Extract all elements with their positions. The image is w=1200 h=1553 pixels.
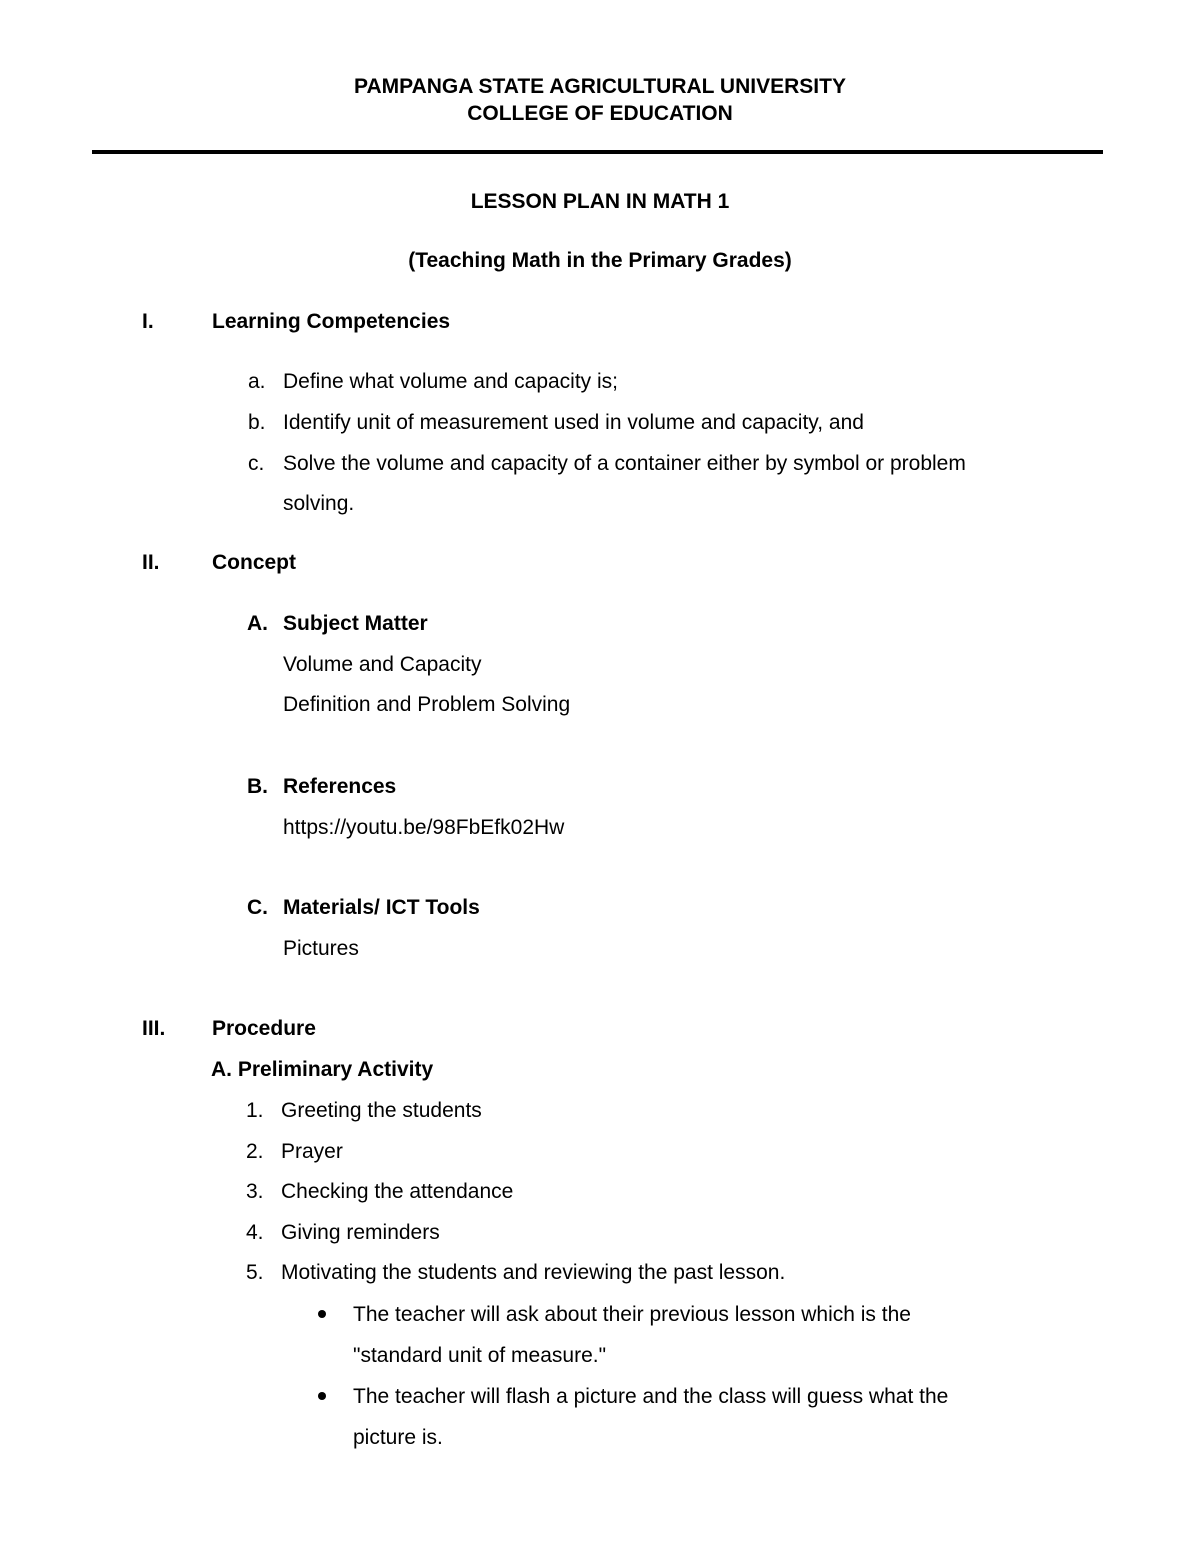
header-divider xyxy=(92,150,1103,154)
reference-link: https://youtu.be/98FbEfk02Hw xyxy=(283,816,565,839)
step-marker: 3. xyxy=(246,1180,264,1203)
list-marker: a. xyxy=(248,370,266,393)
step-item: Checking the attendance xyxy=(281,1180,514,1203)
list-marker: b. xyxy=(248,411,266,434)
document-subtitle: (Teaching Math in the Primary Grades) xyxy=(408,249,792,272)
subject-matter-line: Definition and Problem Solving xyxy=(283,693,571,716)
section-heading: Procedure xyxy=(212,1017,316,1040)
materials-line: Pictures xyxy=(283,937,359,960)
list-item-continuation: solving. xyxy=(283,492,355,515)
subsection-heading: A. Preliminary Activity xyxy=(211,1058,434,1081)
bullet-icon xyxy=(318,1392,326,1400)
step-marker: 4. xyxy=(246,1221,264,1244)
list-item: Define what volume and capacity is; xyxy=(283,370,619,393)
section-heading: Concept xyxy=(212,551,296,574)
subject-matter-line: Volume and Capacity xyxy=(283,653,482,676)
step-marker: 2. xyxy=(246,1140,264,1163)
subsection-heading: References xyxy=(283,775,397,798)
bullet-item-continuation: picture is. xyxy=(353,1426,443,1449)
bullet-item: The teacher will ask about their previous lesson which is the xyxy=(353,1303,911,1326)
section-numeral: III. xyxy=(142,1017,166,1040)
list-marker: c. xyxy=(248,452,265,475)
bullet-item-continuation: "standard unit of measure." xyxy=(353,1344,607,1367)
subsection-marker: A. xyxy=(247,612,268,635)
step-item: Motivating the students and reviewing the past lesson. xyxy=(281,1261,786,1284)
document-title: LESSON PLAN IN MATH 1 xyxy=(470,190,730,213)
step-item: Giving reminders xyxy=(281,1221,440,1244)
college-name: COLLEGE OF EDUCATION xyxy=(467,102,733,125)
section-numeral: II. xyxy=(142,551,160,574)
section-heading: Learning Competencies xyxy=(212,310,451,333)
step-marker: 5. xyxy=(246,1261,264,1284)
subsection-heading: Materials/ ICT Tools xyxy=(283,896,480,919)
bullet-item: The teacher will flash a picture and the class will guess what the xyxy=(353,1385,949,1408)
bullet-icon xyxy=(318,1310,326,1318)
subsection-marker: B. xyxy=(247,775,268,798)
list-item: Solve the volume and capacity of a container either by symbol or problem xyxy=(283,452,966,475)
subsection-heading: Subject Matter xyxy=(283,612,428,635)
step-marker: 1. xyxy=(246,1099,264,1122)
subsection-marker: C. xyxy=(247,896,268,919)
step-item: Prayer xyxy=(281,1140,343,1163)
university-name: PAMPANGA STATE AGRICULTURAL UNIVERSITY xyxy=(354,75,846,98)
step-item: Greeting the students xyxy=(281,1099,482,1122)
list-item: Identify unit of measurement used in volume and capacity, and xyxy=(283,411,864,434)
section-numeral: I. xyxy=(142,310,154,333)
